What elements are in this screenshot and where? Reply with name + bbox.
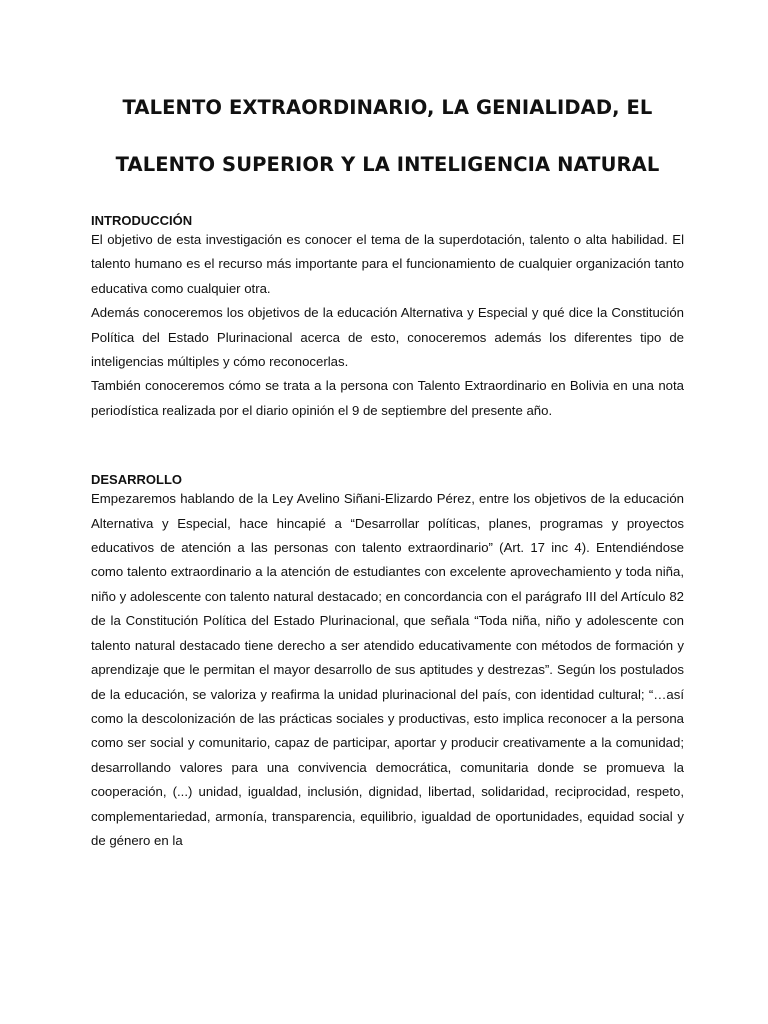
document-title-line-1: TALENTO EXTRAORDINARIO, LA GENIALIDAD, EL [122, 96, 653, 119]
document-title-line-2: TALENTO SUPERIOR Y LA INTELIGENCIA NATURAL [115, 153, 660, 176]
intro-paragraph-3: También conoceremos cómo se trata a la persona con Talento Extraordinario en Bolivia en una nota periodística realizada por el diario opinión el 9 de septiembre del presente año. [91, 378, 684, 418]
intro-paragraph-1: El objetivo de esta investigación es conocer el tema de la superdotación, talento o alta habilidad. El talento humano es el recurso más importante para el funcionamiento de cualquier organización tanto educativa como cualquier otra. [91, 232, 684, 296]
section-desarrollo [91, 472, 684, 853]
desarrollo-paragraph-1: Empezaremos hablando de la Ley Avelino Siñani-Elizardo Pérez, entre los objetivos de la educación Alternativa y Especial, hace hincapié a “Desarrollar políticas, planes, programas y proyectos educativos de atención a las personas con talento extraordinario” (Art. 17 inc 4). Entendiéndose como talento extraordinario a la atención de estudiantes con excelente aprovechamiento y toda niña, niño y adolescente con talento natural destacado; en concordancia con el parágrafo III del Artículo 82 de la Constitución Política del Estado Plurinacional, que señala “Toda niña, niño y adolescente con talento natural destacado tiene derecho a ser atendido educativamente con métodos de formación y aprendizaje que le permitan el mayor desarrollo de sus aptitudes y destrezas”. Según los postulados de la educación, se valoriza y reafirma la unidad plurinacional del país, con identidad cultural; “…así como la descolonización de las prácticas sociales y productivas, esto implica reconocer a la persona como ser social y comunitario, capaz de participar, aportar y producir creativamente a la comunidad; desarrollando valores para una convivencia democrática, comunitaria donde se promueva la cooperación, (...) unidad, igualdad, inclusión, dignidad, libertad, solidaridad, reciprocidad, respeto, complementariedad, armonía, transparencia, equilibrio, igualdad de oportunidades, equidad social y de género en la [91, 491, 684, 848]
intro-paragraph-2: Además conoceremos los objetivos de la educación Alternativa y Especial y qué dice la Constitución Política del Estado Plurinacional acerca de esto, conoceremos además los diferentes tipo de inteligencias múltiples y cómo reconocerlas. [91, 305, 684, 370]
section-heading-desarrollo: DESARROLLO [91, 472, 182, 488]
section-heading-introduccion: INTRODUCCIÓN [91, 213, 193, 228]
section-introduccion [91, 213, 684, 423]
